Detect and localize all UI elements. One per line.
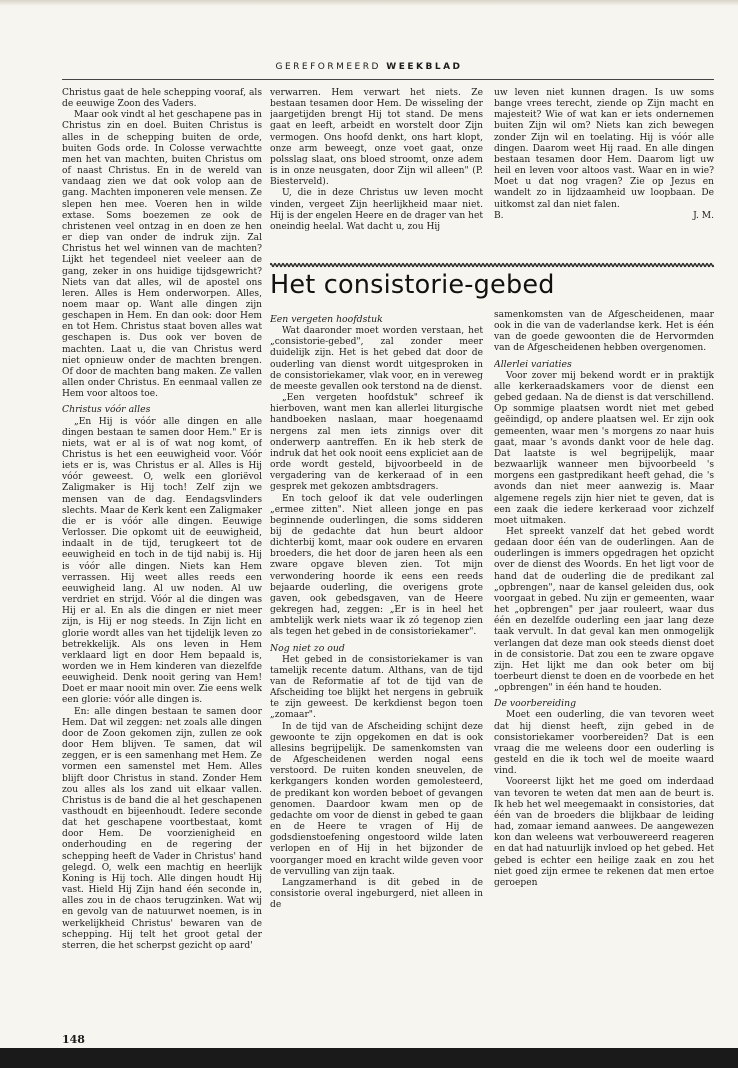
paragraph: En: alle dingen bestaan te samen door Hem. Dat wil zeggen: net zoals alle dingen door de Zoon gekomen zijn, zullen ze ook door Hem blijven. Te samen, dat wil zeggen, er is een samenhang met Hem. Ze vormen een samenstel met Hem. Alles blijft door Christus in stand. Zonder Hem zou alles als los zand uit elkaar vallen. Christus is de band die al het geschapenen vasthoudt en bijeenhoudt. Iedere seconde dat het geschapene voortbestaat, komt door Hem. De voorzienigheid en onderhouding en de regering der schepping heeft de Vader in Christus' hand gelegd. O, welk een machtig en heerlijk Koning is Hij toch. Alle dingen houdt Hij vast. Hield Hij Zijn hand één seconde in, alles zou in de chaos terugzinken. Wat wij en gevolg van de natuurwet noemen, is in werkelijkheid Christus' bewaren van de schepping. Hij telt het groot getal der sterren, die het scherpst gezicht op aard' [62, 706, 262, 951]
column-middle-body [270, 310, 483, 1030]
column-right-body [494, 310, 714, 1030]
paragraph: „En Hij is vóór alle dingen en alle dingen bestaan te samen door Hem." Er is niets, wat er al is of wat nog komt, of Christus is het een eeuwigheid voor. Vóór iets er is, was Christus er al. Alles is Hij vóór geweest. O, welk een gloriëvol Zaligmaker is Hij toch! Zelf zijn we mensen van de dag. Eendagsvlinders slechts. Maar de Kerk kent een Zaligmaker die er is vóór alle dingen. Eeuwige Verlosser. Die opkomt uit de eeuwigheid, indaalt in de tijd, terugkeert tot de eeuwigheid en toch in de tijd nabij is. Hij is vóór alle dingen. Niets kan Hem verrassen. Hij weet alles reeds een eeuwigheid lang. Al uw noden. Al uw verdriet en strijd. Vóór al die dingen was Hij er al. En als die dingen er niet meer zijn, is Hij er nog steeds. In Zijn licht en glorie wordt alles van het tijdelijk leven zo betrekkelijk. Als ons leven in Hem verklaard ligt en door Hem bepaald is, worden we in Hem kinderen van diezelfde eeuwigheid. Denk nooit gering van Hem! Doet er maar nooit min over. Zie eens welk een glorie: vóór alle dingen is. [62, 416, 262, 706]
paragraph: Langzamerhand is dit gebed in de consistorie overal ingeburgerd, niet alleen in de [270, 877, 483, 911]
paragraph: Christus gaat de hele schepping vooraf, als de eeuwige Zoon des Vaders. [62, 88, 262, 110]
paragraph: Vooreerst lijkt het me goed om inderdaad van tevoren te weten dat men aan de beurt is. Ik heb het wel meegemaakt in consistories, dat één van de broeders die blijkbaar de leiding had, zomaar iemand aanwees. De aangewezen kon dan weleens wat verbouwereerd reageren en dat had natuurlijk invloed op het gebed. Het gebed is echter een heilige zaak en zou het niet goed zijn ermee te rekenen dat men ertoe geroepen [494, 777, 714, 888]
scan-bottom-edge [0, 1048, 738, 1068]
section-heading: De voorbereiding [494, 698, 577, 710]
article-title: Het consistorie-gebed [270, 270, 555, 300]
wavy-divider [270, 261, 714, 269]
header-title-right: WEEKBLAD [386, 62, 463, 72]
author-initials: J. M. [693, 210, 714, 221]
signature-line [494, 211, 714, 222]
paragraph: Voor zover mij bekend wordt er in praktijk alle kerkeraadskamers voor de dienst een gebed gedaan. Na de dienst is dat verschillend. Op sommige plaatsen wordt niet met gebed geëindigd, op andere plaatsen wel. Er zijn ook gemeenten, waar men 's morgens zo naar huis gaat, maar 's avonds dankt voor de hele dag. Dat laatste is wel begrijpelijk, maar bezwaarlijk wanneer men bijvoorbeeld 's morgens een gastpredikant heeft gehad, die 's avonds dan niet meer aanwezig is. Maar algemene regels zijn hier niet te geven, dat is een zaak die iedere kerkeraad voor zichzelf moet uitmaken. [494, 370, 714, 526]
signature-initial: B. [494, 210, 504, 221]
section-heading: Christus vóór alles [62, 404, 151, 416]
paragraph: Maar ook vindt al het geschapene pas in Christus zin en doel. Buiten Christus is alles in de schepping buiten de orde, buiten Gods orde. In Colosse verwachtte men het van machten, buiten Christus om of naast Christus. En in de wereld van vandaag zien we dat ook volop aan de gang. Machten imponeren vele mensen. Ze slepen hen mee. Voeren hen in wilde extase. Soms boezemen ze ook de christenen veel ontzag in en doen ze hen er diep van onder de indruk zijn. Zal Christus het wel winnen van de machten? Lijkt het tegendeel niet veeleer aan de gang, zeker in ons huidige tijdsgewricht? Niets van dat alles, wil de apostel ons leren. Alles is Hem onderworpen. Alles, noem maar op. Want alle dingen zijn geschapen in Hem. En dan ook: door Hem en tot Hem. Christus staat boven alles wat geschapen is. Dus ook ver boven de machten. Laat u, die van Christus werd niet opnieuw onder de machten brengen. Of door de machten bang maken. Ze vallen allen onder Christus. En eenmaal vallen ze Hem voor altoos toe. [62, 110, 262, 400]
paragraph: „Een vergeten hoofdstuk" schreef ik hierboven, want men kan allerlei liturgische handboeken naslaan, maar hoegenaamd nergens zal men iets zinnigs over dit onderwerp aantreffen. En ik heb sterk de indruk dat het ook nooit eens expliciet aan de orde wordt gesteld, bijvoorbeeld in de vergadering van de kerkeraad of in een gesprek met gekozen ambtsdragers. [270, 393, 483, 493]
column-middle-top [270, 88, 483, 258]
paragraph: U, die in deze Christus uw leven mocht vinden, vergeet Zijn heerlijkheid maar niet. Hij is der engelen Heere en de drager van het oneindig heelal. Wat dacht u, zou Hij [270, 188, 483, 232]
paragraph: samenkomsten van de Afgescheidenen, maar ook in die van de vaderlandse kerk. Het is één van de goede gewoonten die de Hervormden van de Afgescheidenen hebben overgenomen. [494, 310, 714, 354]
page-number: 148 [62, 1033, 85, 1046]
paragraph: Het gebed in de consistoriekamer is van tamelijk recente datum. Althans, van de tijd van de Reformatie af tot de tijd van de Afscheiding toe blijkt het nergens in gebruik te zijn geweest. De kerkdienst begon toen „zomaar". [270, 654, 483, 721]
paragraph: Moet een ouderling, die van tevoren weet dat hij dienst heeft, zijn gebed in de consistoriekamer voorbereiden? Dat is een vraag die me weleens door een ouderling is gesteld en die ik toch wel de moeite waard vind. [494, 710, 714, 777]
paragraph: Wat daaronder moet worden verstaan, het „consistorie-gebed", zal zonder meer duidelijk zijn. Het is het gebed dat door de ouderling van dienst wordt uitgesproken in de consistoriekamer, vlak voor, en in vereweg de meeste gevallen ook terstond na de dienst. [270, 326, 483, 392]
section-heading: Allerlei variaties [494, 358, 572, 370]
scan-top-shade [0, 0, 738, 6]
header-rule [62, 79, 714, 80]
section-heading: Een vergeten hoofdstuk [270, 314, 383, 325]
running-header [0, 62, 738, 72]
paragraph: verwarren. Hem verwart het niets. Ze bestaan tesamen door Hem. De wisseling der jaargetijden brengt Hij tot stand. De mens gaat en leeft, arbeidt en worstelt door Zijn vermogen. Ons hoofd denkt, ons hart klopt, onze arm beweegt, onze voet gaat, onze polsslag slaat, ons bloed stroomt, onze adem is in onze neusgaten, door Zijn wil alleen" (P. Biesterveld). [270, 88, 483, 188]
section-heading: Nog niet zo oud [270, 642, 345, 654]
column-right-top [494, 88, 714, 258]
paragraph: Het spreekt vanzelf dat het gebed wordt gedaan door één van de ouderlingen. Aan de ouderlingen is immers opgedragen het opzicht over de dienst des Woords. En het ligt voor de hand dat de ouderling die de predikant zal „opbrengen", naar de kansel geleiden dus, ook voorgaat in gebed. Nu zijn er gemeenten, waar het „opbrengen" per jaar rouleert, waar dus één en dezelfde ouderling een jaar lang deze taak vervult. In dat geval kan men onmogelijk verlangen dat deze man ook steeds dienst doet in de consistorie. Dat zou een te zware opgave zijn. Het lijkt me dan ook beter om bij toerbeurt dienst te doen en de voorbede en het „opbrengen" in één hand te houden. [494, 526, 714, 694]
paragraph: En toch geloof ik dat vele ouderlingen „ermee zitten". Niet alleen jonge en pas beginnende ouderlingen, die soms sidderen bij de gedachte dat hun beurt aldoor dichterbij komt, maar ook oudere en ervaren broeders, die het door de jaren heen als een zware opgave bleven zien. Tot mijn verwondering hoorde ik eens een reeds bejaarde ouderling, die overigens grote gaven, ook gebedsgaven, van de Heere gekregen had, zeggen: „Er is in heel het ambtelijk werk niets waar ik zó tegenop zien als tegen het gebed in de consistoriekamer". [270, 493, 483, 638]
column-left [62, 88, 262, 1026]
header-title-left: GEREFORMEERD [275, 62, 381, 72]
paragraph: In de tijd van de Afscheiding schijnt deze gewoonte te zijn opgekomen en dat is ook allesins begrijpelijk. De samenkomsten van de Afgescheidenen werden nogal eens verstoord. De ruiten konden sneuvelen, de kerkgangers konden worden gemolesteerd, de predikant kon worden beboet of gevangen genomen. Daardoor kwam men op de gedachte om voor de dienst in gebed te gaan en de Heere te vragen of Hij de godsdienstoefening ongestoord wilde laten verlopen en of Hij in het bijzonder de voorganger moed en kracht wilde geven voor de vervulling van zijn taak. [270, 721, 483, 877]
paragraph: uw leven niet kunnen dragen. Is uw soms bange vrees terecht, ziende op Zijn macht en majesteit? Wie of wat kan er iets ondernemen buiten Zijn wil om? Niets kan zich bewegen zonder Zijn wil en toelating. Hij is vóór alle dingen. Daarom weet Hij raad. En alle dingen bestaan tesamen door Hem. Daarom ligt uw heil en leven voor altoos vast. Waar en in wie? Moet u dat nog vragen? Zie op Jezus en wandelt zo in lijdzaamheid uw loopbaan. De uitkomst zal dan niet falen. [494, 88, 714, 210]
